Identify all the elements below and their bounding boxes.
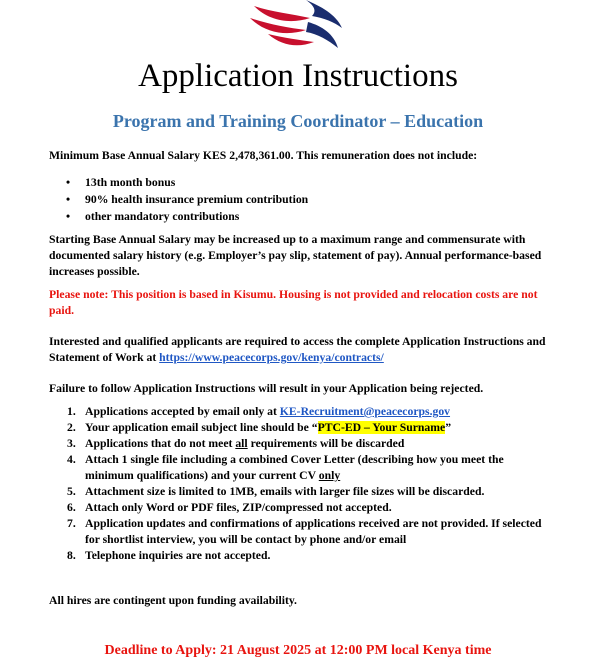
list-item: • 90% health insurance premium contribution bbox=[66, 193, 309, 206]
list-item: 7. Application updates and confirmations of applications received are not provided. If selected for shortlist interview, you will be contact by phone and/or email bbox=[67, 517, 542, 546]
salary-intro: Minimum Base Annual Salary KES 2,478,361.00. This remuneration does not include: bbox=[49, 149, 478, 162]
failure-note: Failure to follow Application Instructions will result in your Application being rejected. bbox=[49, 382, 484, 395]
contracts-link[interactable]: https://www.peacecorps.gov/kenya/contracts/ bbox=[159, 351, 384, 364]
location-notice: Please note: This position is based in Kisumu. Housing is not provided and relocation costs are not paid. bbox=[49, 288, 538, 317]
list-item: 8. Telephone inquiries are not accepted. bbox=[67, 549, 271, 562]
list-item: 1. Applications accepted by email only at KE-Recruitment@peacecorps.gov bbox=[67, 405, 451, 418]
list-item: 6. Attach only Word or PDF files, ZIP/compressed not accepted. bbox=[67, 501, 392, 514]
application-steps-list bbox=[49, 404, 554, 564]
list-item: 4. Attach 1 single file including a combined Cover Letter (describing how you meet the minimum qualifications) and your current CV only bbox=[67, 453, 504, 482]
bullet-icon: • bbox=[66, 176, 71, 189]
salary-exclusions-list bbox=[49, 175, 554, 226]
list-item: • other mandatory contributions bbox=[66, 210, 240, 223]
position-title: Program and Training Coordinator – Education bbox=[112, 111, 484, 131]
bullet-icon: • bbox=[66, 210, 71, 223]
subject-line-highlight: PTC-ED – Your Surname bbox=[317, 421, 446, 434]
list-item: 3. Applications that do not meet all requirements will be discarded bbox=[67, 437, 405, 450]
starting-salary-note: Starting Base Annual Salary may be increased up to a maximum range and commensurate with documented salary history (e.g. Employer’s pay slip, statement of pay). Annual performance-based increases possible. bbox=[49, 233, 542, 278]
funding-note: All hires are contingent upon funding availability. bbox=[49, 594, 297, 607]
page-title: Application Instructions bbox=[138, 58, 458, 94]
access-instructions: Interested and qualified applicants are required to access the complete Application Instructions and Statement of Work at https://www.peacecorps.gov/kenya/contracts/ bbox=[49, 335, 546, 364]
list-item: 5. Attachment size is limited to 1MB, emails with larger file sizes will be discarded. bbox=[67, 485, 485, 498]
bullet-icon: • bbox=[66, 193, 71, 206]
list-item: • 13th month bonus bbox=[66, 176, 176, 189]
recruitment-email-link[interactable]: KE-Recruitment@peacecorps.gov bbox=[279, 405, 451, 418]
list-item: 2. Your application email subject line should be “PTC-ED – Your Surname” bbox=[67, 421, 452, 434]
peace-corps-logo-icon bbox=[248, 0, 348, 50]
application-deadline: Deadline to Apply: 21 August 2025 at 12:00 PM local Kenya time bbox=[104, 643, 492, 658]
